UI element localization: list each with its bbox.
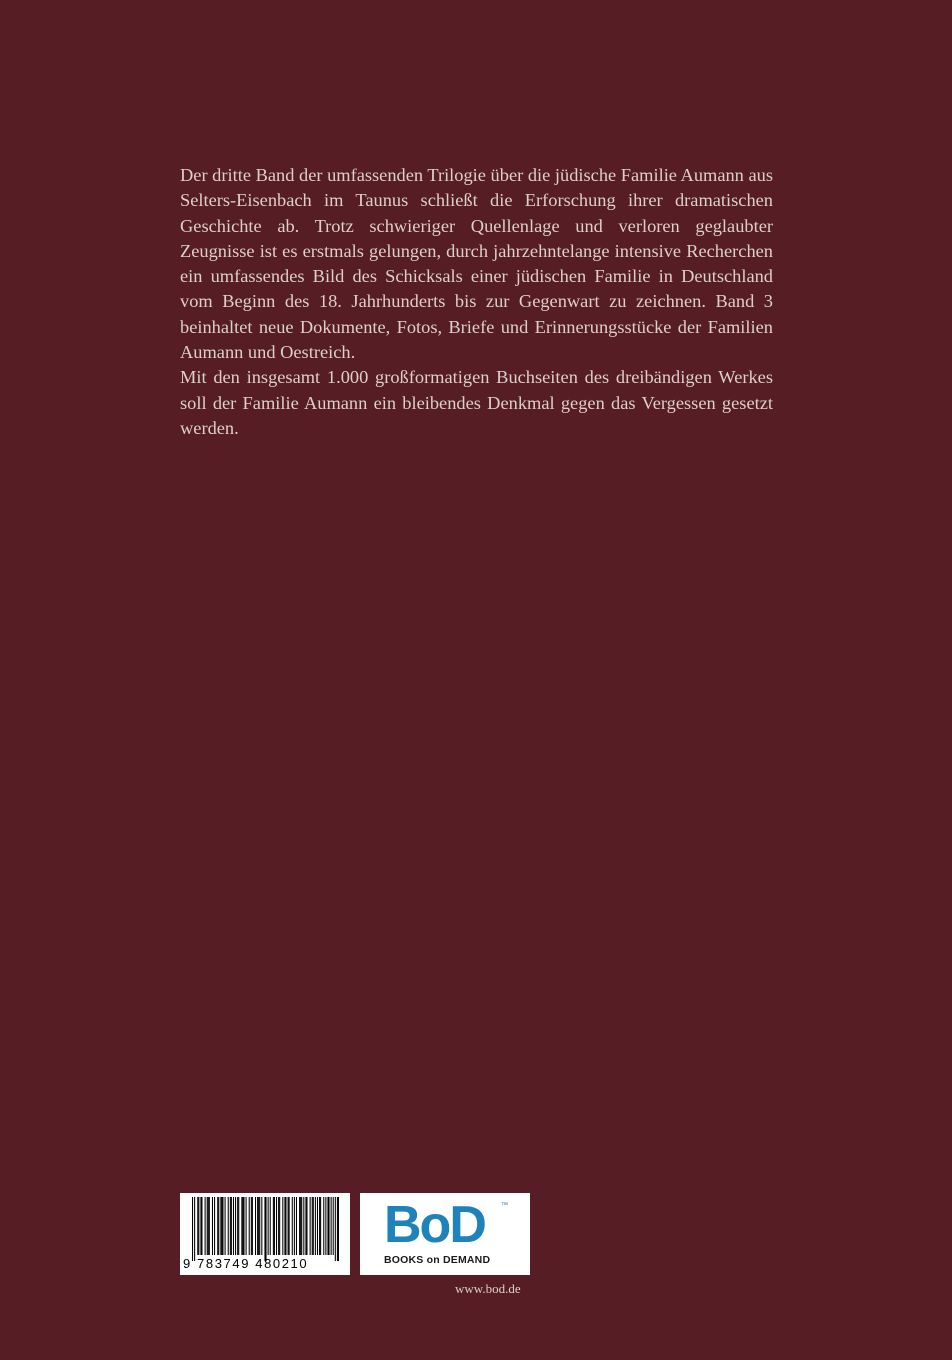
barcode-bar — [270, 1197, 271, 1255]
barcode-bar — [255, 1197, 256, 1255]
barcode-bar — [300, 1197, 301, 1255]
barcode-bar — [209, 1197, 210, 1255]
barcode-bar — [264, 1197, 265, 1261]
barcode-bar — [289, 1197, 290, 1255]
barcode-bar — [306, 1197, 307, 1255]
barcode-bar — [305, 1197, 306, 1255]
barcode-bar — [208, 1197, 209, 1255]
barcode-bar — [282, 1197, 283, 1255]
barcode-bar — [235, 1197, 236, 1255]
barcode-bar — [303, 1197, 304, 1255]
barcode-bar — [292, 1197, 293, 1255]
barcode-bar — [233, 1197, 234, 1255]
barcode-bar — [221, 1197, 222, 1255]
barcode-bar — [238, 1197, 239, 1255]
blurb-paragraph-2: Mit den insgesamt 1.000 großformatigen Buchseiten des dreibändigen Werkes soll der Familie Aumann ein bleibendes Denkmal gegen das Vergessen gesetzt werden. — [180, 367, 773, 438]
barcode-bar — [299, 1197, 300, 1255]
barcode-bar — [317, 1197, 318, 1255]
barcode-bar — [259, 1197, 260, 1255]
barcode-bar — [325, 1197, 326, 1255]
barcode-bar — [242, 1197, 243, 1255]
barcode-bar — [274, 1197, 275, 1255]
barcode-bar — [198, 1197, 199, 1255]
barcode-bar — [225, 1197, 226, 1255]
publisher-website: www.bod.de — [455, 1281, 521, 1296]
barcode-bar — [258, 1197, 259, 1255]
barcode-bar — [288, 1197, 289, 1255]
barcode-bar — [257, 1197, 258, 1255]
barcode-bar — [249, 1197, 250, 1255]
barcode-bar — [284, 1197, 285, 1255]
barcode-bar — [285, 1197, 286, 1255]
barcode-bar — [231, 1197, 232, 1255]
isbn-barcode — [180, 1193, 350, 1275]
barcode-bar — [273, 1197, 274, 1255]
barcode-bar — [338, 1197, 339, 1261]
barcode-bar — [194, 1197, 195, 1261]
barcode-bar — [261, 1197, 262, 1255]
barcode-bar — [319, 1197, 320, 1255]
barcode-bar — [212, 1197, 213, 1255]
barcode-bar — [207, 1197, 208, 1255]
barcode-bar — [197, 1197, 198, 1255]
barcode-bar — [276, 1197, 277, 1255]
barcode-bar — [329, 1197, 330, 1255]
barcode-bar — [313, 1197, 314, 1255]
barcode-bar — [323, 1197, 324, 1255]
barcode-bar — [278, 1197, 279, 1255]
barcode-bar — [214, 1197, 215, 1255]
barcode-bar — [268, 1197, 269, 1255]
barcode-bar — [222, 1197, 223, 1255]
barcode-bar — [218, 1197, 219, 1255]
barcode-bar — [312, 1197, 313, 1255]
trademark-symbol: ™ — [501, 1202, 508, 1209]
isbn-number: 9 783749 480210 — [183, 1256, 309, 1271]
barcode-bar — [246, 1197, 247, 1255]
barcode-bar — [279, 1197, 280, 1255]
barcode-bar — [192, 1197, 193, 1261]
back-cover-blurb — [180, 163, 773, 441]
barcode-bar — [243, 1197, 244, 1255]
barcode-bar — [252, 1197, 253, 1255]
blurb-paragraph-1: Der dritte Band der umfassenden Trilogie über die jüdische Familie Aumann aus Selters-Eisenbach im Taunus schließt die Erforschung ihrer dramatischen Geschichte ab. Trotz schwieriger Quellenlage und verloren geglaubter Zeugnisse ist es erstmals gelungen, durch jahrzehntelange intensive Recherchen ein umfassendes Bild des Schicksals einer jüdischen Familie in Deutschland vom Beginn des 18. Jahrhunderts bis zur Gegenwart zu zeichnen. Band 3 beinhaltet neue Dokumente, Fotos, Briefe und Erinnerungsstücke der Familien Aumann und Oestreich. — [180, 165, 773, 363]
barcode-bar — [320, 1197, 321, 1255]
barcode-bar — [327, 1197, 328, 1255]
barcode-bar — [220, 1197, 221, 1255]
barcode-bar — [205, 1197, 206, 1255]
barcode-bar — [217, 1197, 218, 1255]
barcode-bar — [296, 1197, 297, 1255]
barcode-bar — [315, 1197, 316, 1255]
barcode-bar — [200, 1197, 201, 1255]
barcode-bar — [237, 1197, 238, 1255]
barcode-bar — [331, 1197, 332, 1255]
barcode-bar — [301, 1197, 302, 1255]
barcode-bar — [201, 1197, 202, 1255]
barcode-bar — [251, 1197, 252, 1255]
barcode-bar — [230, 1197, 231, 1255]
barcode-bar — [337, 1197, 338, 1261]
barcode-bar — [333, 1197, 334, 1255]
barcode-bar — [335, 1197, 336, 1261]
bod-logo-mark: BoD — [384, 1196, 485, 1254]
barcode-bar — [228, 1197, 229, 1255]
barcode-bar — [294, 1197, 295, 1255]
barcode-bar — [310, 1197, 311, 1255]
bod-logo-tagline: BOOKS on DEMAND — [384, 1254, 491, 1266]
barcode-bar — [266, 1197, 267, 1261]
barcode-bar — [241, 1197, 242, 1255]
bod-logo — [360, 1193, 530, 1275]
